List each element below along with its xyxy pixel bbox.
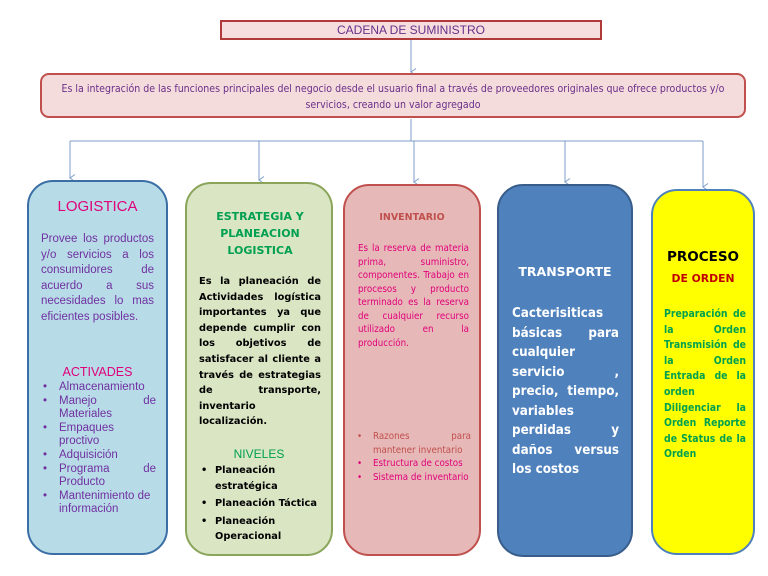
diagram-title: CADENA DE SUMINISTRO xyxy=(220,20,602,40)
card-estrategia xyxy=(185,182,333,556)
card-logistica xyxy=(27,180,168,555)
estrategia-text: Es la planeación de Actividades logística importantes ya que depende cumplir con los objetivos de satisfacer al cliente a través de estrategias de transporte, inventario localización. xyxy=(199,276,321,428)
list-item: • Mantenimiento de información xyxy=(41,490,156,517)
list-item: • Planeación estratégica xyxy=(199,463,325,494)
estrategia-subheading: NIVELES xyxy=(233,447,285,461)
list-item: • Adquisición xyxy=(41,449,156,463)
list-item: • Programa de Producto xyxy=(41,463,156,490)
estrategia-list xyxy=(199,463,325,547)
definition-box: Es la integración de las funciones principales del negocio desde el usuario final a través de proveedores originales que ofrece productos y/o servicios, creando un valor agregado xyxy=(40,73,746,118)
inventario-heading: INVENTARIO xyxy=(379,212,445,223)
proceso-heading: PROCESO xyxy=(666,249,740,265)
inventario-text: Es la reserva de materia prima, suministro, componentes. Trabajo en procesos y producto terminado es la reserva de cualquier recurso utilizado en la producción. xyxy=(358,243,469,349)
logistica-subheading: ACTIVADES xyxy=(62,365,133,379)
logistica-list xyxy=(41,381,156,517)
proceso-text: Preparación de la Orden Transmisión de la Orden Entrada de la orden Diligenciar la Orden Reporte de Status de la Orden xyxy=(664,308,746,461)
estrategia-heading: ESTRATEGIA Y PLANEACION LOGISTICA xyxy=(216,210,304,257)
transporte-text: Cacterisiticas básicas para cualquier servicio , precio, tiempo, variables perdidas y daños versus los costos xyxy=(512,306,619,477)
list-item: • Planeación Táctica xyxy=(199,496,325,512)
card-transporte xyxy=(497,184,633,557)
logistica-heading: LOGISTICA xyxy=(57,198,138,215)
list-item: • Manejo de Materiales xyxy=(41,395,156,422)
list-item: • Empaques proctivo xyxy=(41,422,156,449)
list-item: • Almacenamiento xyxy=(41,381,156,395)
list-item: • Planeación Operacional xyxy=(199,514,325,545)
list-item: • Razones para mantener inventario xyxy=(355,430,471,457)
card-proceso xyxy=(651,189,755,555)
transporte-heading: TRANSPORTE xyxy=(518,264,612,279)
card-inventario xyxy=(343,184,481,556)
list-item: • Estructura de costos xyxy=(355,457,471,471)
proceso-subheading: DE ORDEN xyxy=(671,272,735,285)
inventario-list xyxy=(355,430,471,484)
logistica-text: Provee los productos y/o servicios a los consumidores de acuerdo a sus necesidades lo mas eficientes posibles. xyxy=(41,233,154,323)
list-item: • Sistema de inventario xyxy=(355,471,471,485)
